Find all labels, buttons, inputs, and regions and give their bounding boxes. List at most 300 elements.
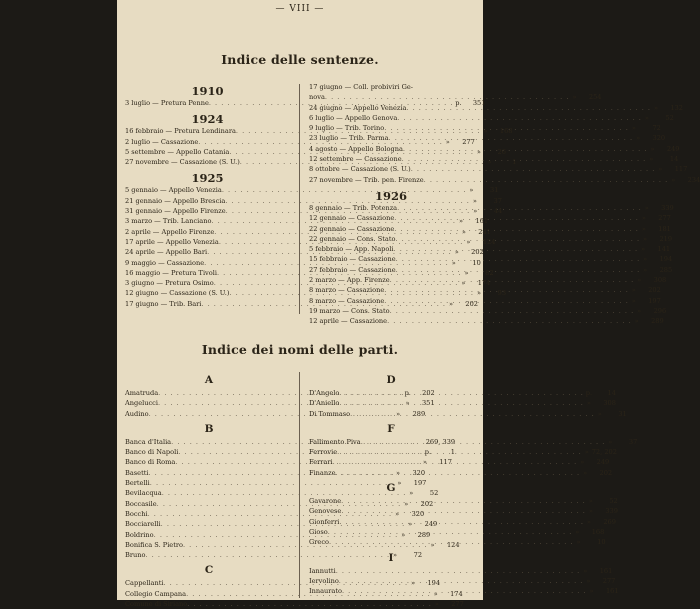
letter-heading: I: [388, 551, 394, 564]
index-entry: [309, 164, 688, 174]
leader-dots: [350, 409, 595, 419]
entry-marker: »: [643, 255, 648, 264]
entry-page: 72: [413, 551, 423, 560]
parti-right-column: [309, 370, 638, 596]
entry-label: 31 gennaio — Appello Firenze: [125, 207, 226, 216]
entry-page: 351: [472, 99, 486, 107]
entry-page: 254: [588, 93, 602, 102]
index-entry: [309, 92, 602, 102]
entry-label: 21 gennaio — Appello Brescia: [125, 196, 226, 205]
index-entry: [309, 306, 667, 316]
index-entry: [309, 447, 617, 457]
entry-page: 141: [657, 245, 671, 254]
entry-label: 3 marzo — Trib. Lanciano: [125, 217, 212, 226]
leader-dots: [395, 234, 640, 244]
entry-page: 320: [411, 509, 425, 518]
entry-marker: »: [583, 566, 588, 575]
entry-page: 320: [412, 468, 426, 477]
entry-label: 24 aprile — Appello Bari: [125, 248, 208, 257]
index-entry: [309, 175, 700, 185]
leader-dots: [339, 398, 584, 408]
entry-label: Iervolino: [309, 576, 339, 585]
index-entry: [309, 537, 606, 547]
entry-label: 8 gennaio — Trib. Potenza: [309, 203, 398, 212]
entry-page: 26: [497, 147, 506, 156]
entry-marker: »: [396, 468, 401, 477]
entry-page: 285: [659, 265, 673, 274]
leader-dots: [411, 164, 656, 174]
page-number: — VIII —: [275, 4, 325, 14]
entry-page: 277: [602, 576, 616, 585]
index-entry: [309, 133, 666, 143]
leader-dots: [336, 468, 581, 478]
entry-marker: »: [459, 217, 464, 226]
entry-marker: »: [608, 437, 613, 446]
leader-dots: [341, 506, 586, 516]
entry-page: 289: [651, 317, 664, 326]
entry-label: 12 gennaio — Cassazione: [309, 214, 395, 223]
entry-page: 269, 339: [425, 437, 456, 446]
entry-marker: »: [477, 289, 482, 298]
entry-marker: »: [461, 279, 466, 288]
entry-page: 197: [648, 296, 661, 305]
entry-marker: »: [434, 600, 439, 609]
leader-dots: [337, 447, 582, 457]
entry-page: 174: [477, 279, 491, 288]
entry-marker: »: [409, 489, 414, 498]
entry-marker: »: [461, 227, 466, 236]
entry-label: 4 agosto — Appello Bologna: [309, 144, 403, 153]
entry-page: 181: [658, 224, 671, 233]
book-page: [117, 0, 700, 609]
entry-label: Innaurato: [309, 587, 342, 596]
letter-heading: A: [204, 374, 214, 386]
entry-label: Cappellanti: [125, 579, 164, 588]
entry-marker: »: [422, 458, 427, 467]
entry-label: 17 giugno — Coll. probiviri Ge-: [309, 83, 413, 91]
entry-label: 12 giugno — Cassazione (S. U.): [125, 289, 230, 298]
entry-page: 308: [603, 399, 616, 408]
entry-label: 5 gennaio — Appello Venezia: [125, 186, 222, 195]
entry-marker: »: [671, 175, 676, 184]
entry-page: 277: [451, 600, 464, 609]
leader-dots: [339, 517, 584, 527]
entry-marker: »: [636, 134, 641, 143]
entry-label: Audino: [125, 409, 149, 418]
entry-marker: »: [641, 245, 646, 254]
index-entry: [309, 517, 616, 527]
entry-label: Gioso: [309, 527, 328, 536]
entry-marker: »: [433, 589, 438, 598]
entry-label: 8 marzo — Cassazione: [309, 296, 385, 305]
entry-page: 339: [605, 507, 618, 516]
entry-page: 52: [429, 489, 439, 498]
entry-page: 202: [465, 299, 478, 308]
leader-dots: [336, 566, 581, 576]
entry-marker: »: [634, 317, 639, 326]
letter-heading: G: [386, 482, 396, 495]
entry-marker: »: [650, 144, 655, 153]
entry-label: 16 maggio — Pretura Tivoli: [125, 268, 217, 277]
index-entry: [309, 586, 619, 596]
entry-label: Ferrovie: [309, 448, 338, 457]
leader-dots: [329, 537, 574, 547]
entry-marker: p.: [424, 448, 432, 457]
entry-page: 82: [485, 268, 494, 277]
leader-dots: [394, 213, 639, 223]
entry-label: Collegio Campana: [125, 589, 187, 598]
entry-marker: »: [396, 409, 401, 418]
entry-label: 8 ottobre — Cassazione (S. U.): [309, 165, 411, 174]
entry-page: 289: [417, 530, 431, 539]
entry-marker: »: [644, 203, 649, 212]
entry-label: nova: [309, 93, 325, 102]
entry-marker: »: [472, 196, 477, 205]
entry-marker: »: [597, 409, 602, 418]
entry-page: 194: [427, 579, 441, 588]
entry-marker: »: [430, 540, 435, 549]
entry-label: 27 novembre — Trib. pen. Firenze: [309, 175, 424, 184]
entry-label: Amatruda: [125, 389, 159, 397]
entry-label: 5 settembre — Appello Catania: [125, 147, 230, 156]
entry-page: 219: [659, 234, 673, 243]
leader-dots: [342, 586, 587, 596]
index-entry: [309, 437, 638, 447]
entry-label: 2 luglio — Cassazione: [125, 137, 199, 146]
letter-heading: C: [204, 564, 214, 577]
entry-label: Bevilacqua: [125, 489, 162, 498]
entry-label: 3 luglio — Pretura Penne: [125, 99, 209, 107]
entry-page: 52: [609, 497, 618, 506]
leader-dots: [384, 123, 629, 133]
entry-page: 269: [603, 517, 616, 526]
entry-label: Banca d'Italia: [125, 437, 172, 446]
leader-dots: [387, 316, 632, 326]
entry-page: 168: [591, 527, 605, 536]
entry-page: 202: [422, 389, 435, 397]
entry-page: 31: [490, 186, 499, 195]
entry-label: 6 luglio — Appello Genova: [309, 113, 398, 122]
entry-label: 2 aprile — Appello Firenze: [125, 227, 215, 236]
entry-marker: [413, 82, 423, 92]
entry-page: 339: [661, 203, 674, 212]
entry-page: 37: [493, 196, 502, 205]
entry-label: Bruno: [125, 551, 146, 560]
entry-label: Bertelli: [125, 479, 150, 488]
entry-label: Banco di Napoli: [125, 448, 179, 457]
entry-marker: »: [483, 127, 488, 136]
entry-marker: »: [643, 234, 648, 243]
index-entry: [309, 527, 605, 537]
entry-page: 72, 202: [591, 448, 617, 457]
entry-marker: p.: [455, 99, 462, 107]
index-entry: [309, 409, 627, 419]
entry-marker: »: [395, 509, 400, 518]
entry-marker: »: [451, 258, 456, 267]
leader-dots: [397, 113, 642, 123]
entry-page: 72: [652, 124, 661, 133]
entry-marker: »: [408, 520, 413, 529]
entry-page: 10: [472, 258, 481, 267]
entry-label: Boldrino: [125, 530, 154, 539]
index-entry: [309, 388, 616, 398]
entry-page: 117: [439, 458, 452, 467]
parti-title: Indice dei nomi delle parti.: [201, 342, 399, 357]
letter-heading: F: [387, 422, 395, 435]
entry-marker: »: [641, 214, 646, 223]
leader-dots: [341, 496, 586, 506]
entry-page: 44: [493, 207, 503, 216]
entry-page: 202: [599, 468, 613, 477]
entry-label: Bocciarelli: [125, 520, 161, 529]
index-entry: [309, 468, 613, 478]
column-divider: [299, 84, 300, 314]
year-heading: 1926: [374, 188, 407, 203]
entry-label: 27 novembre — Cassazione (S. U.): [125, 158, 240, 167]
entry-page: 161: [605, 587, 619, 596]
entry-marker: »: [448, 299, 454, 308]
entry-page: [423, 82, 445, 92]
index-entry: [309, 506, 618, 516]
entry-page: 31: [618, 409, 627, 418]
index-entry: [309, 496, 618, 506]
entry-label: 3 giugno — Pretura Osimo: [125, 279, 214, 288]
entry-marker: »: [586, 399, 591, 408]
leader-dots: [403, 144, 648, 154]
entry-marker: »: [588, 497, 593, 506]
entry-marker: »: [401, 530, 406, 539]
entry-page: 10: [597, 538, 606, 547]
leader-dots: [394, 244, 639, 254]
entry-label: Iannutti: [309, 566, 336, 575]
entry-page: 308: [653, 276, 667, 285]
entry-label: 9 maggio — Cassazione: [125, 258, 205, 267]
year-heading: 1910: [191, 84, 224, 98]
entry-marker: »: [586, 517, 591, 526]
entry-marker: »: [572, 93, 577, 102]
entry-marker: »: [653, 103, 659, 112]
index-entry: [125, 196, 502, 206]
entry-page: 249: [666, 144, 680, 153]
leader-dots: [339, 388, 584, 398]
entry-page: 14: [669, 155, 679, 164]
entry-page: 202: [420, 499, 434, 508]
entry-label: Comune di Siriano: [125, 600, 188, 609]
entry-label: 17 giugno — Trib. Bari: [125, 299, 202, 308]
entry-marker: »: [405, 399, 410, 408]
entry-page: 124: [446, 540, 460, 549]
entry-marker: »: [473, 207, 478, 216]
index-entry: [309, 113, 674, 123]
entry-label: D'Aniello: [309, 399, 340, 408]
entry-page: 241: [478, 227, 491, 236]
entry-label: 12 settembre — Cassazione: [309, 155, 402, 164]
leader-dots: [390, 275, 635, 285]
entry-marker: »: [583, 468, 588, 477]
entry-marker: »: [586, 576, 591, 585]
index-entry: [125, 550, 423, 560]
entry-page: 351: [421, 399, 435, 408]
entry-page: 1: [512, 158, 517, 167]
entry-marker: »: [589, 587, 594, 596]
entry-marker: »: [445, 137, 450, 146]
index-entry: [125, 488, 439, 498]
entry-page: 93: [497, 289, 507, 298]
sentenze-title: Indice delle sentenze.: [221, 52, 379, 67]
entry-marker: »: [584, 448, 589, 457]
entry-page: 296: [653, 306, 667, 315]
entry-marker: p.: [404, 389, 411, 397]
entry-marker: »: [487, 158, 492, 167]
entry-marker: »: [393, 551, 398, 560]
entry-page: 197: [413, 479, 427, 488]
entry-marker: p.: [585, 389, 593, 397]
entry-marker: »: [464, 268, 469, 277]
entry-marker: »: [576, 538, 581, 547]
column-divider: [299, 372, 300, 598]
entry-page: 132: [670, 103, 683, 112]
leader-dots: [424, 175, 669, 185]
entry-label: Boccasile: [125, 499, 157, 508]
entry-page: 202: [648, 286, 661, 295]
entry-page: 289: [412, 409, 426, 418]
entry-label: D'Angelo: [309, 389, 340, 397]
leader-dots: [406, 103, 651, 113]
leader-dots: [384, 285, 629, 295]
entry-page: 194: [659, 255, 673, 264]
year-heading: 1925: [191, 171, 224, 186]
entry-page: 174: [450, 589, 463, 598]
entry-label: Gavarone: [309, 497, 342, 506]
entry-label: 19 marzo — Cons. Stato: [309, 306, 390, 315]
letter-heading: D: [386, 374, 396, 386]
entry-label: 27 febbraio — Cassazione: [309, 265, 396, 274]
entry-marker: »: [644, 113, 649, 122]
leader-dots: [187, 599, 432, 609]
index-entry: [309, 316, 664, 326]
entry-label: 24 giugno — Appello Venezia: [309, 103, 407, 112]
entry-page: 52: [665, 113, 674, 122]
entry-label: 22 gennaio — Cassazione: [309, 224, 395, 233]
entry-marker: »: [641, 224, 646, 233]
leader-dots: [361, 437, 606, 447]
entry-page: 124: [482, 237, 496, 246]
entry-label: Bonifica S. Pietro: [125, 540, 183, 549]
entry-label: Genovese: [309, 507, 342, 516]
letter-heading: B: [204, 422, 214, 435]
entry-label: Gionferri: [309, 517, 340, 526]
entry-marker: »: [658, 165, 663, 174]
entry-label: Banco di Roma: [125, 458, 176, 467]
leader-dots: [328, 527, 573, 537]
leader-dots: [384, 296, 629, 306]
entry-label: 22 gennaio — Cons. Stato: [309, 234, 396, 243]
entry-label: 17 aprile — Appello Venezia: [125, 237, 219, 246]
entry-marker: »: [588, 507, 593, 516]
index-entry: [309, 154, 679, 164]
leader-dots: [402, 154, 647, 164]
index-entry: [125, 599, 464, 609]
index-entry: [309, 566, 613, 576]
entry-page: 277: [658, 214, 671, 223]
index-entry: [309, 457, 610, 467]
entry-label: Ferrari: [309, 458, 333, 467]
index-entry: [125, 478, 427, 488]
entry-page: 37: [628, 437, 638, 446]
entry-label: Finanze: [309, 468, 336, 477]
entry-label: 23 luglio — Trib. Parma: [309, 134, 389, 143]
entry-page: 277: [462, 137, 475, 146]
leader-dots: [396, 254, 641, 264]
entry-label: Greco: [309, 538, 329, 547]
entry-marker: »: [397, 479, 402, 488]
leader-dots: [333, 457, 578, 467]
entry-marker: »: [575, 527, 580, 536]
leader-dots: [390, 306, 635, 316]
index-entry: [309, 398, 616, 408]
entry-marker: »: [404, 499, 409, 508]
leader-dots: [394, 224, 639, 234]
entry-marker: »: [637, 306, 642, 315]
entry-page: 117: [674, 165, 688, 174]
entry-marker: »: [631, 296, 636, 305]
entry-page: 234: [687, 175, 700, 184]
entry-marker: »: [631, 124, 636, 133]
entry-marker: »: [580, 458, 585, 467]
entry-marker: »: [466, 237, 471, 246]
index-entry: [309, 576, 616, 586]
index-entry: [309, 82, 473, 92]
index-entry: [125, 185, 499, 195]
year-heading: 1924: [191, 112, 224, 127]
entry-label: 8 marzo — Cassazione: [309, 286, 385, 295]
leader-dots: [325, 92, 570, 102]
entry-page: 320: [652, 134, 666, 143]
entry-label: Angelucci: [125, 399, 158, 408]
entry-label: Di Tommaso: [309, 409, 351, 418]
entry-page: 161: [475, 217, 489, 226]
entry-label: 15 febbraio — Cassazione: [309, 255, 396, 264]
entry-page: 249: [596, 458, 610, 467]
entry-label: 2 marzo — App. Firenze: [309, 276, 390, 285]
entry-label: 16 febbraio — Pretura Lendinara: [125, 127, 236, 136]
entry-marker: »: [631, 286, 636, 295]
entry-marker: »: [411, 579, 416, 588]
leader-dots: [396, 265, 641, 275]
leader-dots: [389, 133, 634, 143]
entry-label: Bocchi: [125, 509, 148, 518]
entry-marker: »: [649, 155, 654, 164]
entry-marker: »: [637, 276, 642, 285]
entry-label: 9 luglio — Trib. Torino: [309, 124, 385, 133]
leader-dots: [397, 203, 642, 213]
entry-page: 1: [450, 448, 455, 457]
entry-page: 249: [424, 520, 438, 529]
entry-label: Basetti: [125, 468, 149, 477]
entry-label: 12 aprile — Cassazione: [309, 317, 388, 326]
entry-label: Fallimento Piva: [309, 437, 361, 446]
entry-page: 168: [499, 127, 513, 136]
entry-marker: »: [643, 265, 648, 274]
entry-label: 5 febbraio — App. Napoli: [309, 245, 394, 254]
entry-marker: »: [454, 248, 459, 257]
entry-page: 202: [471, 248, 484, 257]
leader-dots: [339, 576, 584, 586]
entry-marker: »: [476, 147, 481, 156]
entry-marker: »: [469, 186, 474, 195]
entry-page: 14: [607, 389, 616, 397]
entry-page: 161: [599, 566, 613, 575]
